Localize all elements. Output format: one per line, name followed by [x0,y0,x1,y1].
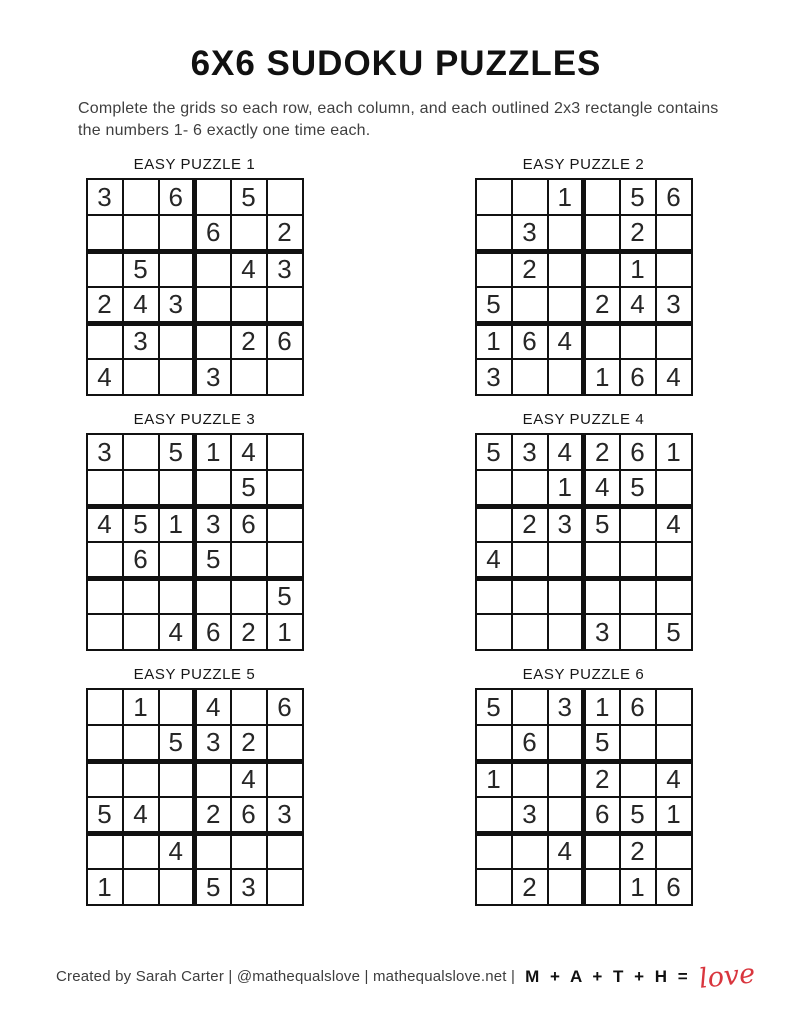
brand-math-text: M + A + T + H = [525,966,691,986]
sudoku-row [87,506,303,542]
sudoku-cell-empty [620,614,656,650]
sudoku-grid-6 [475,688,693,906]
sudoku-cell-given: 3 [195,359,231,395]
sudoku-row [476,869,692,905]
sudoku-cell-given: 6 [512,323,548,359]
sudoku-row [87,725,303,761]
puzzle-block-4 [467,411,700,651]
sudoku-cell-empty [195,833,231,869]
sudoku-cell-given: 4 [123,797,159,833]
sudoku-cell-empty [476,215,512,251]
sudoku-cell-given: 5 [123,251,159,287]
sudoku-row [476,359,692,395]
sudoku-cell-given: 6 [656,869,692,905]
sudoku-cell-empty [123,470,159,506]
sudoku-cell-given: 6 [231,506,267,542]
sudoku-cell-empty [267,761,303,797]
sudoku-cell-given: 3 [267,797,303,833]
footer-credit-text: Created by Sarah Carter | @mathequalslove | mathequalslove.net | [56,968,516,985]
sudoku-cell-empty [159,869,195,905]
sudoku-cell-empty [123,359,159,395]
sudoku-cell-empty [267,725,303,761]
sudoku-cell-empty [656,470,692,506]
sudoku-cell-given: 2 [267,215,303,251]
sudoku-cell-empty [123,614,159,650]
sudoku-cell-given: 2 [584,761,620,797]
sudoku-cell-empty [476,470,512,506]
sudoku-cell-empty [656,689,692,725]
sudoku-cell-empty [267,869,303,905]
sudoku-cell-given: 4 [548,833,584,869]
sudoku-cell-given: 1 [656,797,692,833]
sudoku-cell-given: 1 [195,434,231,470]
sudoku-cell-given: 2 [620,215,656,251]
sudoku-cell-empty [512,542,548,578]
sudoku-cell-empty [159,323,195,359]
sudoku-row [87,359,303,395]
sudoku-cell-empty [231,689,267,725]
sudoku-cell-given: 3 [512,797,548,833]
sudoku-cell-empty [548,542,584,578]
sudoku-cell-empty [476,797,512,833]
sudoku-cell-given: 2 [512,251,548,287]
sudoku-cell-given: 6 [584,797,620,833]
instructions-text: Complete the grids so each row, each column, and each outlined 2x3 rectangle contains the numbers 1- 6 exactly one time each. [78,100,719,140]
sudoku-cell-empty [476,614,512,650]
sudoku-cell-given: 3 [195,506,231,542]
sudoku-row [87,797,303,833]
footer [56,958,757,995]
sudoku-row [476,542,692,578]
sudoku-cell-empty [231,542,267,578]
sudoku-cell-empty [231,287,267,323]
sudoku-cell-empty [159,689,195,725]
sudoku-cell-empty [87,323,123,359]
sudoku-cell-empty [231,215,267,251]
sudoku-cell-empty [620,323,656,359]
sudoku-cell-given: 5 [87,797,123,833]
puzzle-block-6 [467,666,700,906]
sudoku-cell-given: 2 [231,614,267,650]
sudoku-row [476,578,692,614]
sudoku-row [87,833,303,869]
sudoku-cell-empty [267,506,303,542]
sudoku-row [476,725,692,761]
sudoku-cell-given: 4 [231,761,267,797]
sudoku-cell-empty [476,251,512,287]
sudoku-cell-empty [267,470,303,506]
sudoku-cell-empty [476,179,512,215]
sudoku-cell-given: 3 [159,287,195,323]
sudoku-cell-empty [87,542,123,578]
sudoku-cell-given: 3 [476,359,512,395]
sudoku-cell-empty [123,179,159,215]
sudoku-cell-empty [656,725,692,761]
sudoku-cell-given: 6 [195,614,231,650]
sudoku-cell-given: 4 [476,542,512,578]
sudoku-cell-given: 5 [231,470,267,506]
sudoku-cell-given: 6 [620,434,656,470]
sudoku-row [476,323,692,359]
puzzle-label: EASY PUZZLE 1 [133,156,256,174]
sudoku-cell-empty [512,287,548,323]
sudoku-row [476,797,692,833]
sudoku-cell-empty [87,689,123,725]
sudoku-cell-empty [87,761,123,797]
sudoku-cell-given: 6 [231,797,267,833]
sudoku-cell-given: 1 [584,689,620,725]
sudoku-cell-given: 4 [656,359,692,395]
sudoku-cell-empty [584,251,620,287]
sudoku-cell-given: 5 [476,434,512,470]
sudoku-cell-empty [159,470,195,506]
sudoku-cell-empty [159,578,195,614]
sudoku-cell-empty [195,179,231,215]
sudoku-cell-empty [656,323,692,359]
sudoku-cell-given: 1 [620,251,656,287]
sudoku-cell-given: 5 [476,689,512,725]
sudoku-cell-given: 4 [87,359,123,395]
sudoku-row [476,287,692,323]
sudoku-cell-empty [512,359,548,395]
sudoku-cell-empty [620,761,656,797]
sudoku-row [476,215,692,251]
sudoku-cell-empty [195,470,231,506]
sudoku-cell-empty [123,761,159,797]
sudoku-cell-empty [548,797,584,833]
sudoku-row [87,215,303,251]
sudoku-cell-empty [123,869,159,905]
sudoku-row [87,287,303,323]
puzzle-label: EASY PUZZLE 6 [522,666,645,684]
page-title: 6X6 SUDOKU PUZZLES [190,44,602,83]
sudoku-cell-given: 4 [656,506,692,542]
sudoku-cell-given: 5 [476,287,512,323]
sudoku-cell-empty [195,761,231,797]
sudoku-cell-empty [87,251,123,287]
sudoku-cell-given: 4 [159,614,195,650]
sudoku-cell-empty [620,725,656,761]
sudoku-row [476,614,692,650]
sudoku-cell-empty [267,287,303,323]
sudoku-cell-given: 5 [656,614,692,650]
sudoku-row [87,761,303,797]
sudoku-cell-given: 3 [584,614,620,650]
sudoku-row [476,179,692,215]
sudoku-cell-empty [195,578,231,614]
sudoku-cell-empty [476,833,512,869]
sudoku-cell-given: 2 [195,797,231,833]
sudoku-cell-given: 1 [159,506,195,542]
sudoku-cell-given: 4 [231,434,267,470]
sudoku-cell-empty [548,215,584,251]
sudoku-cell-empty [548,761,584,797]
puzzle-label: EASY PUZZLE 4 [522,411,645,429]
sudoku-cell-given: 3 [548,506,584,542]
sudoku-cell-empty [231,359,267,395]
puzzle-label: EASY PUZZLE 3 [133,411,256,429]
sudoku-grid-4 [475,433,693,651]
sudoku-cell-empty [87,578,123,614]
sudoku-cell-given: 1 [584,359,620,395]
sudoku-cell-empty [656,833,692,869]
sudoku-cell-empty [584,869,620,905]
sudoku-cell-empty [656,542,692,578]
sudoku-cell-given: 4 [620,287,656,323]
sudoku-cell-empty [195,251,231,287]
sudoku-row [476,506,692,542]
sudoku-cell-empty [267,434,303,470]
sudoku-cell-empty [584,578,620,614]
sudoku-cell-empty [267,833,303,869]
sudoku-cell-empty [584,179,620,215]
sudoku-cell-empty [267,542,303,578]
sudoku-cell-empty [512,179,548,215]
puzzle-block-1 [78,156,311,396]
sudoku-cell-given: 6 [123,542,159,578]
sudoku-row [87,323,303,359]
sudoku-cell-empty [195,323,231,359]
sudoku-cell-empty [159,251,195,287]
sudoku-cell-given: 2 [584,434,620,470]
sudoku-cell-given: 5 [584,506,620,542]
sudoku-cell-given: 6 [195,215,231,251]
sudoku-cell-given: 4 [584,470,620,506]
sudoku-cell-empty [584,215,620,251]
sudoku-cell-empty [159,215,195,251]
sudoku-cell-given: 1 [548,470,584,506]
sudoku-cell-given: 4 [159,833,195,869]
sudoku-cell-empty [584,542,620,578]
sudoku-cell-given: 1 [476,323,512,359]
sudoku-cell-given: 1 [620,869,656,905]
sudoku-row [87,614,303,650]
sudoku-cell-empty [656,578,692,614]
sudoku-cell-empty [123,833,159,869]
sudoku-cell-empty [548,251,584,287]
sudoku-cell-given: 1 [656,434,692,470]
sudoku-cell-given: 1 [267,614,303,650]
sudoku-cell-given: 3 [656,287,692,323]
sudoku-cell-empty [584,833,620,869]
sudoku-cell-empty [267,179,303,215]
sudoku-cell-empty [87,614,123,650]
sudoku-cell-empty [476,578,512,614]
sudoku-grid-1 [86,178,304,396]
sudoku-row [476,470,692,506]
sudoku-cell-empty [620,578,656,614]
sudoku-cell-empty [195,287,231,323]
sudoku-cell-given: 1 [87,869,123,905]
sudoku-cell-given: 3 [231,869,267,905]
sudoku-cell-given: 3 [512,434,548,470]
sudoku-row [87,578,303,614]
sudoku-cell-empty [512,470,548,506]
sudoku-cell-given: 2 [512,506,548,542]
puzzle-label: EASY PUZZLE 5 [133,666,256,684]
sudoku-cell-given: 4 [87,506,123,542]
sudoku-cell-empty [548,359,584,395]
sudoku-cell-empty [159,761,195,797]
sudoku-cell-given: 2 [620,833,656,869]
sudoku-cell-empty [656,251,692,287]
sudoku-cell-empty [512,833,548,869]
sudoku-cell-given: 4 [195,689,231,725]
sudoku-cell-empty [159,797,195,833]
sudoku-cell-given: 1 [548,179,584,215]
sudoku-cell-given: 2 [231,323,267,359]
sudoku-cell-empty [512,761,548,797]
sudoku-cell-given: 6 [620,689,656,725]
sudoku-cell-given: 6 [656,179,692,215]
sudoku-cell-given: 5 [620,179,656,215]
sudoku-cell-empty [548,725,584,761]
sudoku-row [87,251,303,287]
sudoku-row [87,179,303,215]
sudoku-row [476,833,692,869]
sudoku-cell-empty [620,542,656,578]
brand-love-script: love [697,958,757,995]
sudoku-row [87,869,303,905]
sudoku-cell-given: 5 [584,725,620,761]
sudoku-cell-given: 2 [512,869,548,905]
sudoku-cell-given: 4 [123,287,159,323]
sudoku-grid-5 [86,688,304,906]
sudoku-cell-empty [87,725,123,761]
sudoku-cell-given: 3 [195,725,231,761]
sudoku-row [87,470,303,506]
sudoku-row [476,434,692,470]
sudoku-cell-empty [548,287,584,323]
sudoku-cell-empty [123,215,159,251]
puzzle-block-3 [78,411,311,651]
sudoku-cell-given: 5 [195,542,231,578]
sudoku-cell-empty [512,578,548,614]
sudoku-cell-empty [87,470,123,506]
sudoku-cell-given: 4 [656,761,692,797]
sudoku-cell-given: 5 [620,797,656,833]
sudoku-cell-given: 6 [159,179,195,215]
sudoku-cell-given: 6 [620,359,656,395]
sudoku-cell-empty [620,506,656,542]
sudoku-grid-3 [86,433,304,651]
sudoku-cell-given: 1 [476,761,512,797]
sudoku-cell-given: 5 [159,434,195,470]
sudoku-cell-given: 5 [123,506,159,542]
sudoku-cell-given: 2 [584,287,620,323]
sudoku-cell-empty [159,359,195,395]
sudoku-cell-empty [548,869,584,905]
sudoku-cell-empty [584,323,620,359]
sudoku-cell-given: 5 [231,179,267,215]
sudoku-cell-given: 3 [512,215,548,251]
sudoku-cell-empty [87,833,123,869]
sudoku-row [87,434,303,470]
sudoku-cell-given: 6 [267,323,303,359]
sudoku-row [476,689,692,725]
sudoku-cell-given: 5 [195,869,231,905]
sudoku-cell-empty [267,359,303,395]
sudoku-row [87,689,303,725]
sudoku-row [87,542,303,578]
sudoku-cell-given: 3 [123,323,159,359]
sudoku-cell-given: 3 [548,689,584,725]
sudoku-cell-given: 3 [87,179,123,215]
sudoku-cell-empty [476,869,512,905]
sudoku-cell-empty [476,725,512,761]
sudoku-cell-given: 4 [548,434,584,470]
sudoku-cell-given: 5 [267,578,303,614]
sudoku-cell-empty [512,614,548,650]
sudoku-cell-empty [512,689,548,725]
sudoku-cell-given: 5 [620,470,656,506]
sudoku-cell-given: 4 [231,251,267,287]
sudoku-cell-empty [231,833,267,869]
sudoku-cell-given: 6 [512,725,548,761]
sudoku-cell-empty [123,578,159,614]
sudoku-cell-given: 6 [267,689,303,725]
sudoku-cell-given: 2 [87,287,123,323]
sudoku-cell-given: 3 [267,251,303,287]
sudoku-cell-empty [123,725,159,761]
sudoku-cell-given: 3 [87,434,123,470]
puzzles-container [78,156,792,906]
puzzle-block-2 [467,156,700,396]
puzzle-block-5 [78,666,311,906]
sudoku-cell-empty [159,542,195,578]
sudoku-cell-empty [231,578,267,614]
sudoku-grid-2 [475,178,693,396]
sudoku-cell-empty [476,506,512,542]
sudoku-cell-given: 1 [123,689,159,725]
sudoku-cell-empty [123,434,159,470]
sudoku-cell-empty [548,578,584,614]
sudoku-row [476,251,692,287]
sudoku-cell-empty [656,215,692,251]
sudoku-row [476,761,692,797]
sudoku-cell-given: 2 [231,725,267,761]
sudoku-cell-empty [87,215,123,251]
sudoku-cell-empty [548,614,584,650]
puzzle-label: EASY PUZZLE 2 [522,156,645,174]
sudoku-cell-given: 5 [159,725,195,761]
sudoku-cell-given: 4 [548,323,584,359]
